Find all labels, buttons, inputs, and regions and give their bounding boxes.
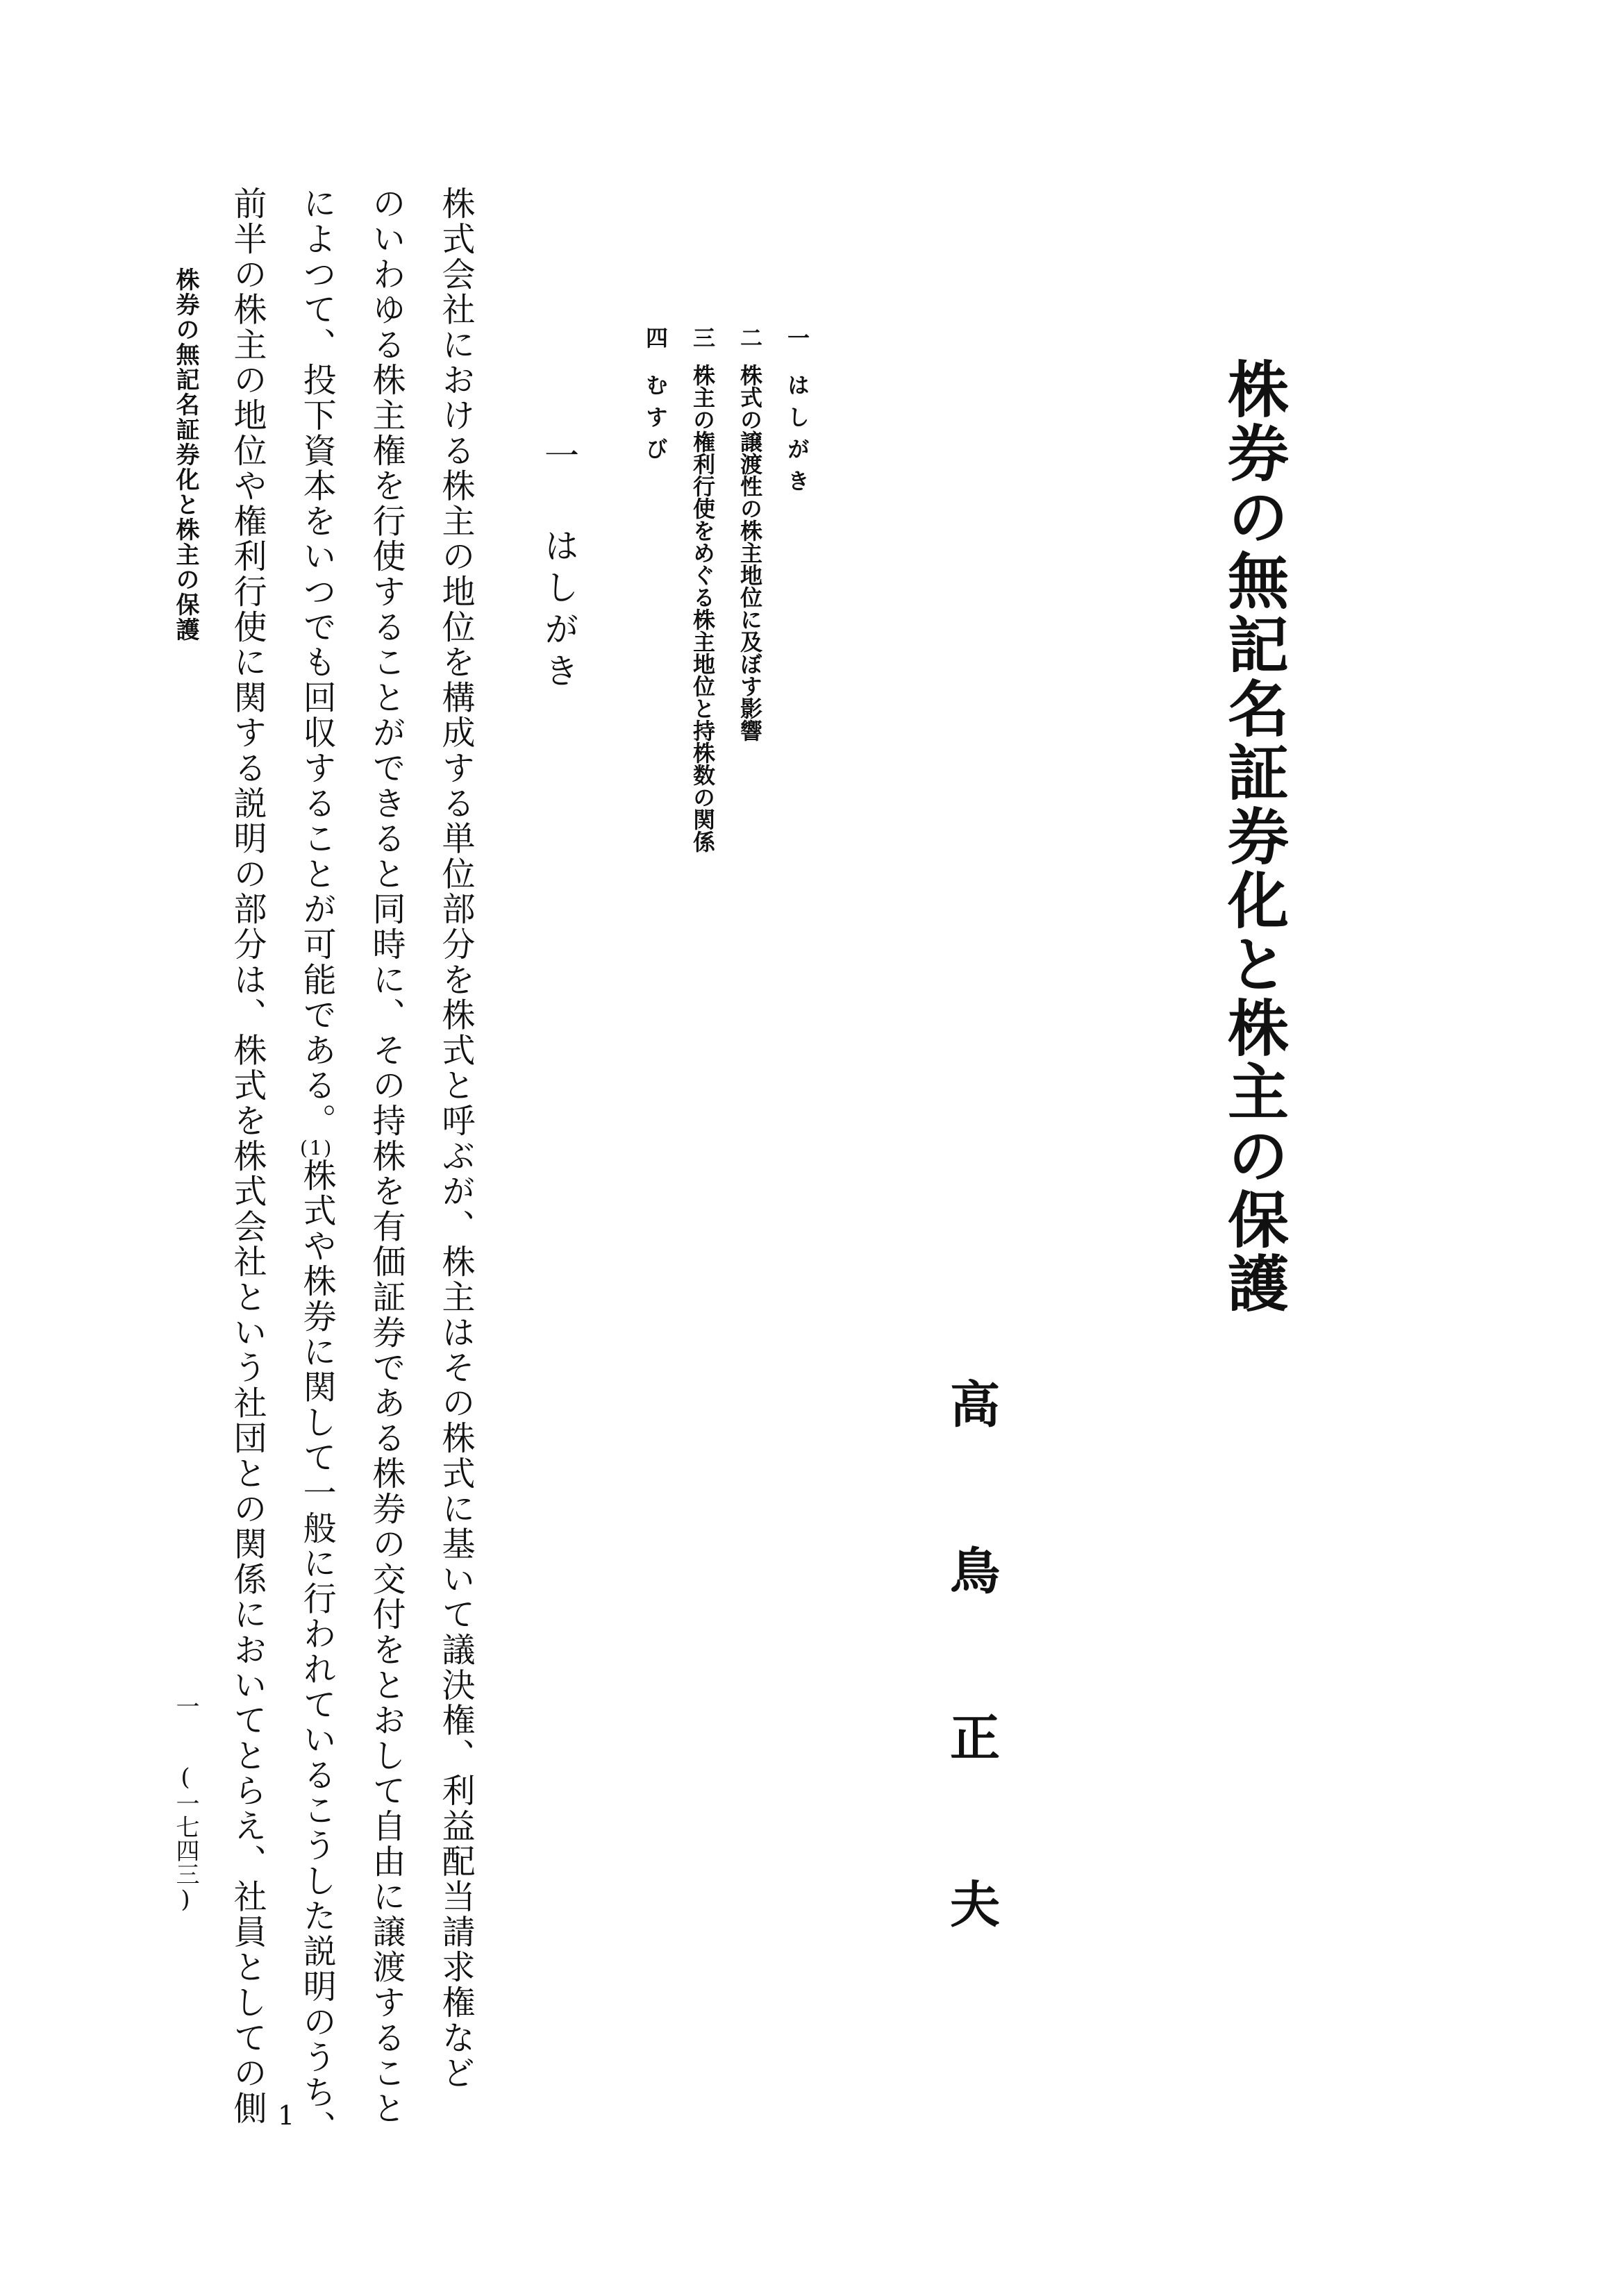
section-number: 一 [539,437,579,479]
author-name: 高鳥正夫 [942,1378,1001,2045]
page-number: 1 [278,2100,295,2131]
footnote-reference: (1) [300,1136,334,1159]
article-title: 株券の無記名証券化と株主の保護 [1218,358,1290,1316]
toc-item [644,326,667,469]
body-text-line: 株式会社における株主の地位を構成する単位部分を株式と呼ぶが、株主はその株式に基いて議決権、利益配当請求権など [436,186,475,2091]
toc-item-label: 株主の権利行使をめぐる株主地位と持株数の関係 [690,364,716,853]
toc-item-number: 二 [737,326,763,349]
toc-item-label: はしがき [784,374,810,501]
body-text-segment: 株式や株券に関して一般に行われているこうした説明のうち、 [297,1157,337,2146]
toc-item-label: 株式の譲渡性の株主地位に及ぼす影響 [737,364,763,741]
folio-volume-page: (一七四三) [172,1763,199,1913]
toc-item-number: 一 [784,326,810,358]
toc-item-label: むすび [642,374,669,469]
toc-item [739,326,761,741]
toc-item [692,326,714,853]
body-text-segment: によつて、投下資本をいつでも回収することが可能である。 [297,186,337,1139]
toc-item [786,326,808,501]
running-head: 株券の無記名証券化と株主の保護 [172,267,199,642]
section-title: はしがき [539,528,579,694]
body-text-line: のいわゆる株主権を行使することができると同時に、その持株を有価証券である株券の交付をとおして自由に譲渡すること [367,186,406,2126]
folio-kanji: 一 [172,1694,199,1718]
body-text-line [297,186,337,2146]
toc-item-number: 三 [690,326,716,349]
toc-item-number: 四 [642,326,669,358]
body-text-line: 前半の株主の地位や権利行使に関する説明の部分は、株式を株式会社という社団との関係においてとらえ、社員としての側 [228,186,267,2126]
section-heading [539,437,579,694]
